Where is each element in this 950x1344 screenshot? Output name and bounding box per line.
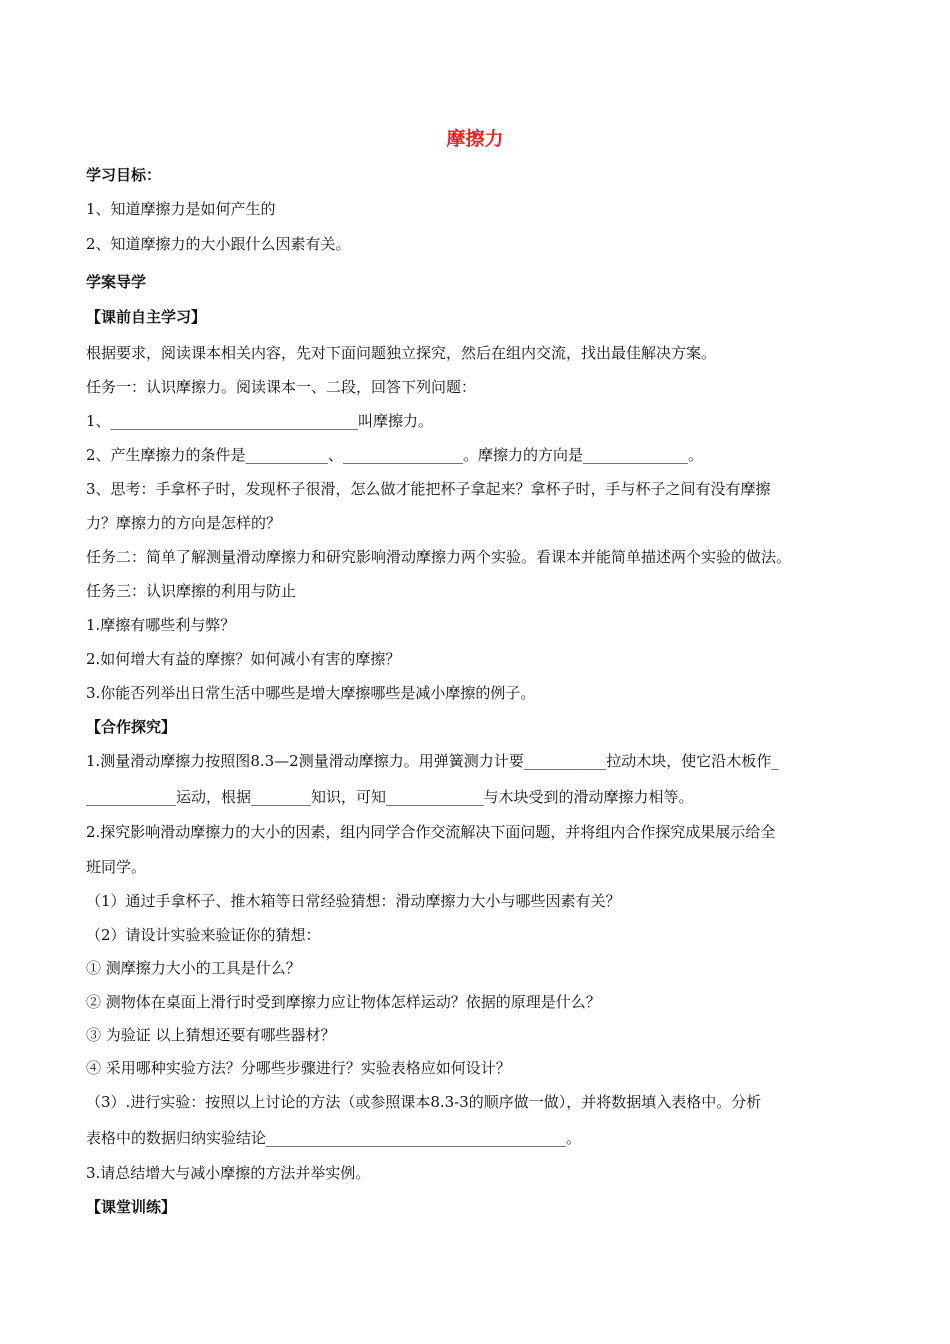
task-3-heading: 任务三：认识摩擦的利用与防止 bbox=[86, 582, 297, 600]
task-3-question-1: 1.摩擦有哪些利与弊？ bbox=[86, 616, 236, 634]
coop-item-3: 3.请总结增大与减小摩擦的方法并举实例。 bbox=[86, 1164, 371, 1182]
task-3-question-2: 2.如何增大有益的摩擦？如何减小有害的摩擦？ bbox=[86, 650, 401, 668]
coop-sub-1: （1）通过手拿杯子、推木箱等日常经验猜想：滑动摩擦力大小与哪些因素有关？ bbox=[86, 892, 621, 910]
section-heading-objectives: 学习目标： bbox=[86, 166, 162, 184]
section-heading-cooperative: 【合作探究】 bbox=[86, 718, 177, 736]
objective-1: 1、知道摩擦力是如何产生的 bbox=[86, 200, 276, 218]
task-1-heading: 任务一：认识摩擦力。阅读课本一、二段，回答下列问题： bbox=[86, 378, 477, 396]
coop-sub-3: （3）.进行实验：按照以上讨论的方法（或参照课本8.3-3的顺序做一做），并将数据填入表格中。分析 bbox=[86, 1093, 762, 1111]
task-2-heading: 任务二：简单了解测量滑动摩擦力和研究影响滑动摩擦力两个实验。看课本并能简单描述两个实验的做法。 bbox=[86, 548, 792, 566]
task-1-question-1: 1、_________________________________叫摩擦力。 bbox=[86, 412, 434, 430]
coop-item-2: 2.探究影响滑动摩擦力的大小的因素，组内同学合作交流解决下面问题，并将组内合作探究成果展示给全 bbox=[86, 823, 776, 841]
paragraph-instructions: 根据要求，阅读课本相关内容，先对下面问题独立探究，然后在组内交流，找出最佳解决方案。 bbox=[86, 344, 717, 362]
coop-sub-2: （2）请设计实验来验证你的猜想： bbox=[86, 926, 321, 944]
task-1-question-3-cont: 力？摩擦力的方向是怎样的？ bbox=[86, 514, 282, 532]
objective-2: 2、知道摩擦力的大小跟什么因素有关。 bbox=[86, 235, 351, 253]
task-1-question-2: 2、产生摩擦力的条件是___________、________________。摩擦力的方向是______________。 bbox=[86, 446, 704, 464]
coop-item-1: 1.测量滑动摩擦力按照图8.3—2测量滑动摩擦力。用弹簧测力计要___________拉动木块，使它沿木板作_ bbox=[86, 752, 779, 770]
coop-sub-3-cont: 表格中的数据归纳实验结论________________________________________。 bbox=[86, 1129, 582, 1147]
page-title: 摩擦力 bbox=[446, 128, 504, 150]
coop-sub-2-q3: ③ 为验证 以上猜想还要有哪些器材？ bbox=[86, 1026, 336, 1044]
task-1-question-3: 3、思考：手拿杯子时，发现杯子很滑，怎么做才能把杯子拿起来？拿杯子时，手与杯子之间有没有摩擦 bbox=[86, 480, 771, 498]
coop-sub-2-q1: ① 测摩擦力大小的工具是什么？ bbox=[86, 959, 301, 977]
section-heading-classroom-training: 【课堂训练】 bbox=[86, 1198, 177, 1216]
coop-item-2-cont: 班同学。 bbox=[86, 858, 147, 876]
coop-sub-2-q4: ④ 采用哪种实验方法？分哪些步骤进行？实验表格应如何设计？ bbox=[86, 1059, 511, 1077]
task-3-question-3: 3.你能否列举出日常生活中哪些是增大摩擦哪些是减小摩擦的例子。 bbox=[86, 684, 536, 702]
coop-sub-2-q2: ② 测物体在桌面上滑行时受到摩擦力应让物体怎样运动？依据的原理是什么？ bbox=[86, 993, 601, 1011]
section-heading-preclass: 【课前自主学习】 bbox=[86, 308, 207, 326]
coop-item-1-cont: ____________运动，根据________知识，可知_____________与木块受到的滑动摩擦力相等。 bbox=[86, 788, 694, 806]
section-heading-guide: 学案导学 bbox=[86, 273, 147, 291]
